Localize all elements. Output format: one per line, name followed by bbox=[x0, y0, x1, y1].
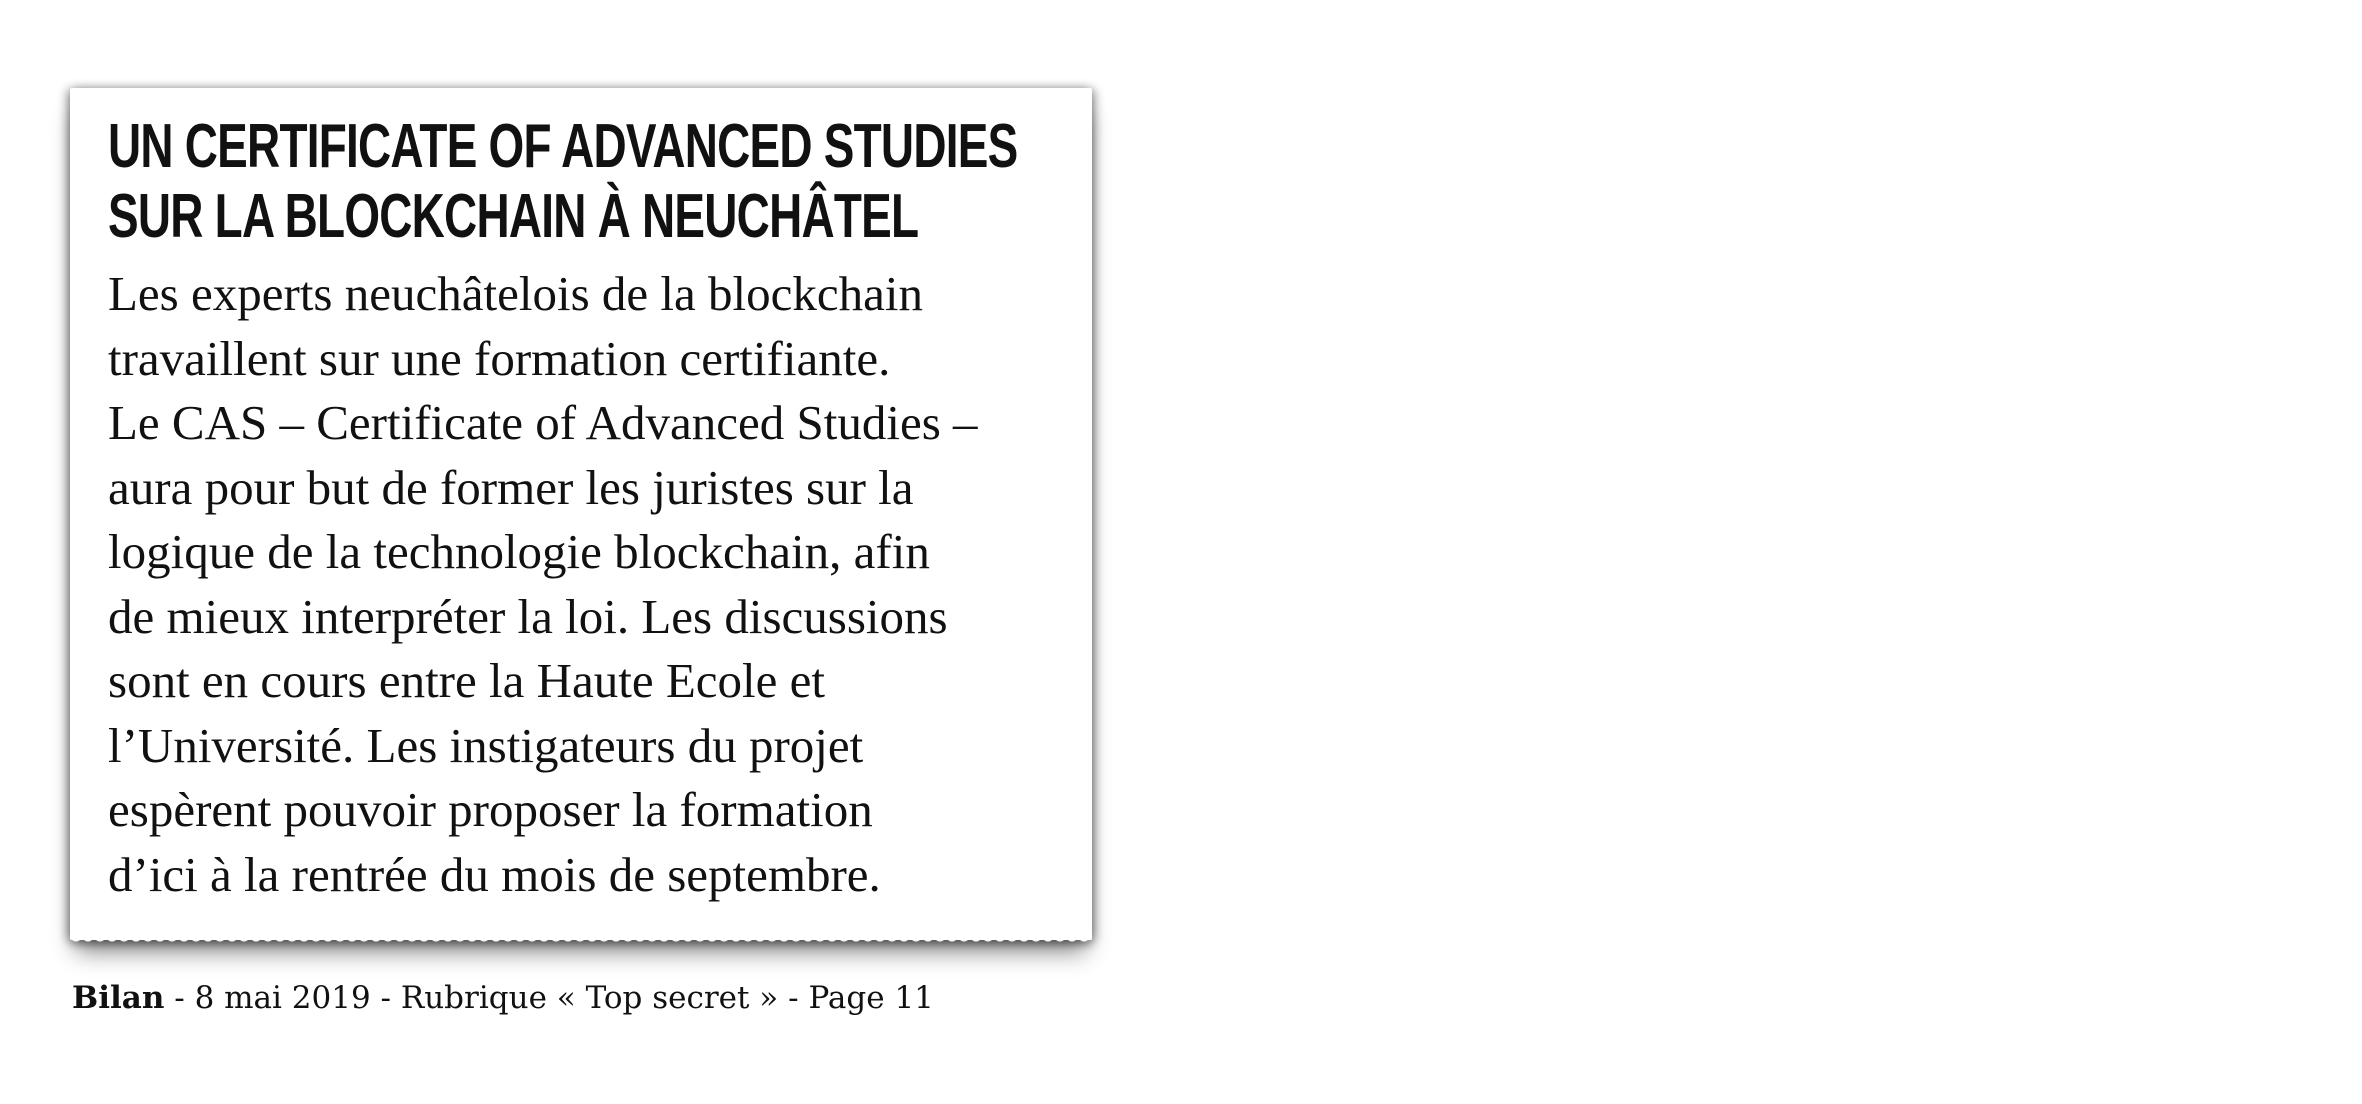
headline-line-1: UN CERTIFICATE OF ADVANCED STUDIES bbox=[108, 112, 1018, 181]
article-headline bbox=[108, 112, 1063, 252]
article-body: Les experts neuchâtelois de la blockchain travaillent sur une formation certifiante. Le CAS – Certificate of Advanced Studies – aura pour but de former les juristes sur la logique de la technologie blockchain, afin de mieux interpréter la loi. Les discussions sont en cours entre la Haute Ecole et l’Université. Les instigateurs du projet espèrent pouvoir proposer la formation d’ici à la rentrée du mois de septembre. bbox=[108, 266, 978, 902]
source-caption bbox=[72, 980, 934, 1016]
publication-name: Bilan bbox=[72, 980, 165, 1016]
headline-line-2: SUR LA BLOCKCHAIN À NEUCHÂTEL bbox=[108, 182, 919, 251]
publication-details: - 8 mai 2019 - Rubrique « Top secret » - Page 11 bbox=[164, 980, 934, 1016]
newspaper-clipping bbox=[70, 88, 1092, 940]
